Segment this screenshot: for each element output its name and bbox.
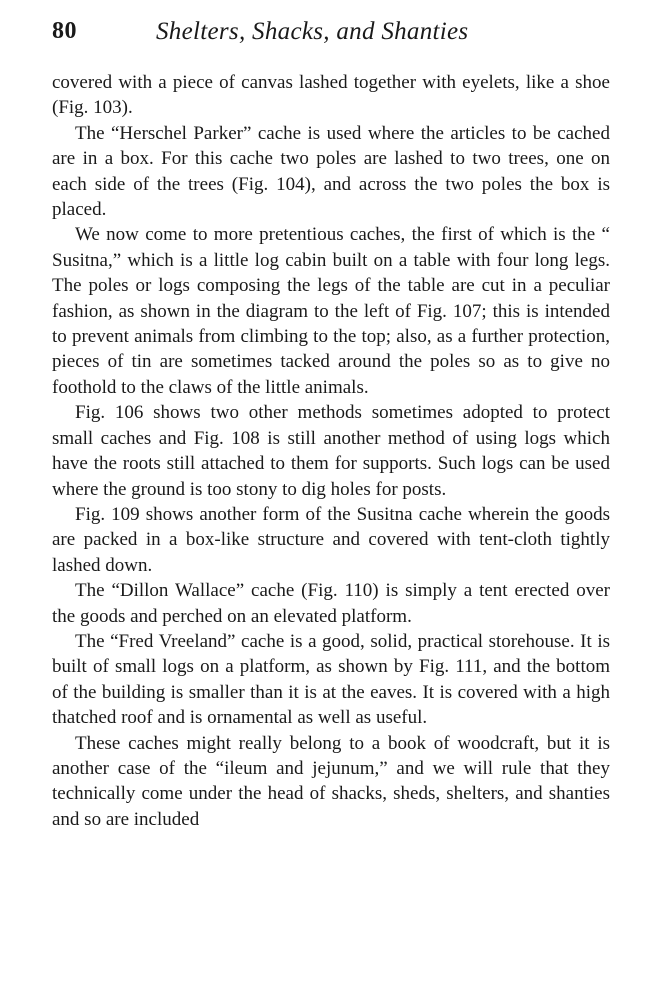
paragraph-fred-vreeland-cache: The “Fred Vreeland” cache is a good, solid, practical storehouse. It is built of small logs on a platform, as shown by Fig. 111, and the bottom of the building is smaller than it is at the eaves. It is covered with a high thatched roof and is ornamental as well as useful.: [52, 630, 610, 729]
paragraph-susitna-cache: We now come to more pretentious caches, the first of which is the “ Susitna,” which is a little log cabin built on a table with four long legs. The poles or logs composing the legs of the table are cut in a peculiar fashion, as shown in the diagram to the left of Fig. 107; this is intended to prevent animals from climbing to the top; also, as a further protection, pieces of tin are sometimes tacked around the poles so as to give no foothold to the claws of the little animals.: [52, 224, 610, 398]
paragraph-dillon-wallace-cache: The “Dillon Wallace” cache (Fig. 110) is simply a tent erected over the goods and perched on an elevated platform.: [52, 580, 610, 627]
paragraph-herschel-parker-cache: The “Herschel Parker” cache is used where the articles to be cached are in a box. For this cache two poles are lashed to two trees, one on each side of the trees (Fig. 104), and across the two poles the box is placed.: [52, 122, 610, 221]
running-title: Shelters, Shacks, and Shanties: [156, 18, 469, 45]
body-text: [52, 70, 610, 832]
page-number: 80: [52, 18, 77, 44]
paragraph-fig-106: Fig. 106 shows two other methods sometimes adopted to protect small caches and Fig. 108 is still another method of using logs which have the roots still attached to them for supports. Such logs can be used where the ground is too stony to dig holes for posts.: [52, 402, 610, 500]
paragraph-continued: covered with a piece of canvas lashed together with eyelets, like a shoe (Fig. 103).: [52, 72, 610, 119]
book-page: [52, 14, 610, 832]
running-head: [52, 14, 610, 54]
paragraph-fig-109: Fig. 109 shows another form of the Susitna cache wherein the goods are packed in a box-like structure and covered with tent-cloth tightly lashed down.: [52, 503, 610, 576]
paragraph-woodcraft: These caches might really belong to a book of woodcraft, but it is another case of the “ileum and jejunum,” and we will rule that they technically come under the head of shacks, sheds, shelters, and shanties and so are included: [52, 732, 610, 830]
